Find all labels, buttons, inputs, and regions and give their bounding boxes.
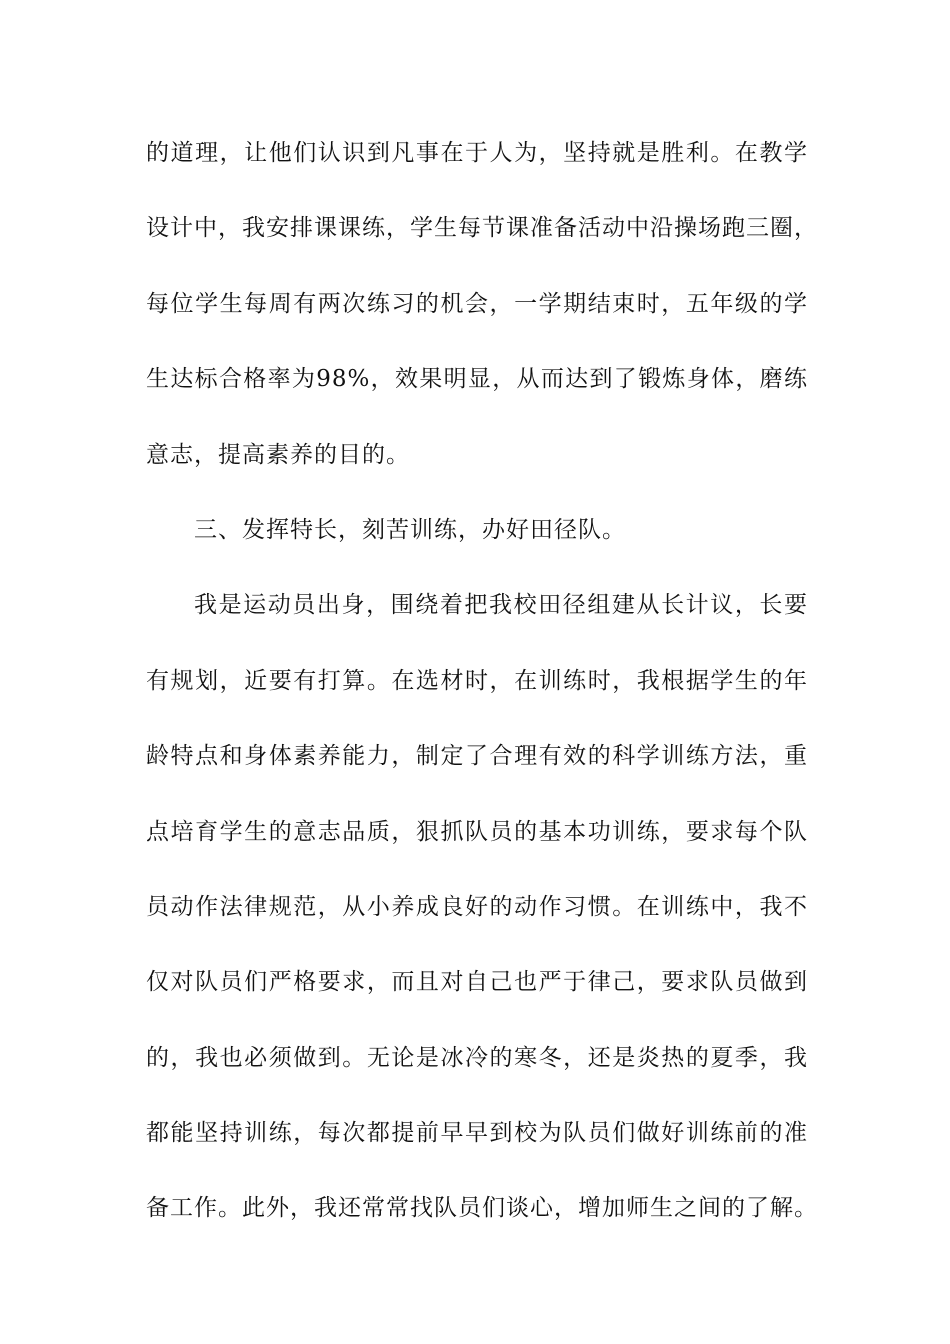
text-line: 设计中，我安排课课练，学生每节课准备活动中沿操场跑三圈，	[146, 215, 818, 242]
text-line: 点培育学生的意志品质，狠抓队员的基本功训练，要求每个队	[146, 818, 808, 845]
text-line: 员动作法律规范，从小养成良好的动作习惯。在训练中，我不	[146, 893, 808, 920]
text-line: 龄特点和身体素养能力，制定了合理有效的科学训练方法，重	[146, 743, 808, 770]
text-line: 备工作。此外，我还常常找队员们谈心，增加师生之间的了解。	[146, 1195, 818, 1222]
paragraph-end-line: 意志，提高素养的目的。	[146, 441, 410, 468]
text-line: 的道理，让他们认识到凡事在于人为，坚持就是胜利。在教学	[146, 140, 808, 166]
text-line: 都能坚持训练，每次都提前早早到校为队员们做好训练前的准	[146, 1120, 808, 1147]
text-line: 有规划，近要有打算。在选材时，在训练时，我根据学生的年	[146, 667, 808, 694]
paragraph-first-line: 我是运动员出身，围绕着把我校田径组建从长计议，长要	[194, 592, 808, 619]
text-line: 生达标合格率为98%，效果明显，从而达到了锻炼身体，磨练	[146, 366, 808, 393]
body-text	[146, 130, 818, 1261]
text-line: 每位学生每周有两次练习的机会，一学期结束时，五年级的学	[146, 290, 808, 317]
section-heading: 三、发挥特长，刻苦训练，办好田径队。	[194, 516, 626, 543]
text-line: 仅对队员们严格要求，而且对自己也严于律己，要求队员做到	[146, 969, 808, 996]
text-line: 的，我也必须做到。无论是冰冷的寒冬，还是炎热的夏季，我	[146, 1044, 808, 1071]
